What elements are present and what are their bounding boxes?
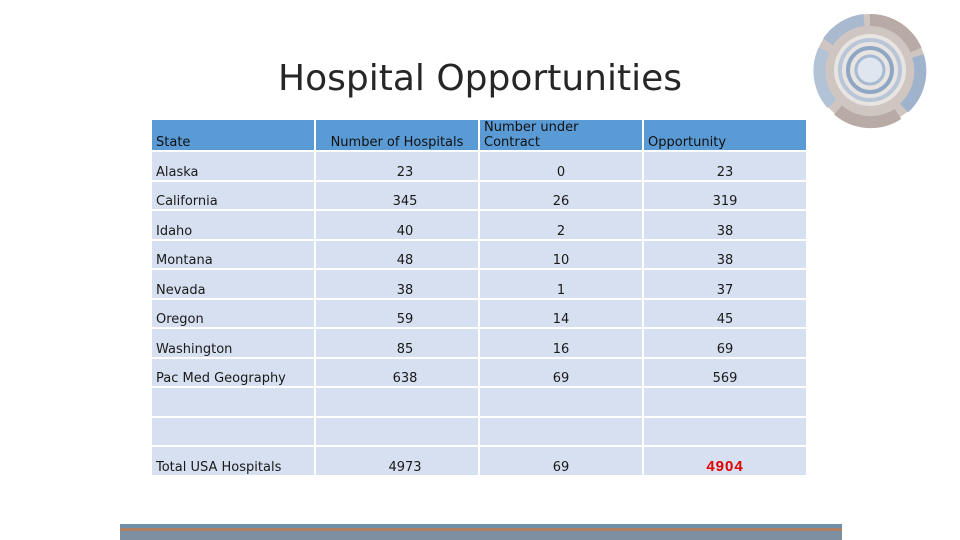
table-row	[152, 182, 806, 210]
table-row	[152, 152, 806, 180]
total-contract: 69	[480, 447, 642, 475]
cell-opportunity: 37	[644, 270, 806, 298]
cell-state: California	[152, 182, 314, 210]
cell-state: Nevada	[152, 270, 314, 298]
cell-opportunity: 45	[644, 300, 806, 328]
footer-bar	[120, 524, 842, 540]
cell-hospitals: 59	[316, 300, 478, 328]
cell-hospitals: 345	[316, 182, 478, 210]
cell-opportunity: 38	[644, 211, 806, 239]
table-row	[152, 270, 806, 298]
cell-hospitals: 38	[316, 270, 478, 298]
cell-contract: 0	[480, 152, 642, 180]
header-number-of-hospitals: Number of Hospitals	[316, 120, 478, 150]
cell-state: Montana	[152, 241, 314, 269]
cell-contract: 2	[480, 211, 642, 239]
cell-state: Pac Med Geography	[152, 359, 314, 387]
cell-contract: 16	[480, 329, 642, 357]
empty-row	[152, 418, 806, 446]
header-opportunity: Opportunity	[644, 120, 806, 150]
table-header-row	[152, 120, 806, 150]
cell-contract: 1	[480, 270, 642, 298]
table-row	[152, 329, 806, 357]
table-row	[152, 359, 806, 387]
cell-state: Alaska	[152, 152, 314, 180]
total-hospitals: 4973	[316, 447, 478, 475]
header-number-under-contract: Number under Contract	[480, 120, 642, 150]
header-state: State	[152, 120, 314, 150]
hospital-table	[150, 118, 808, 477]
cell-opportunity: 23	[644, 152, 806, 180]
cell-opportunity: 319	[644, 182, 806, 210]
slide-title: Hospital Opportunities	[278, 58, 682, 99]
cell-hospitals: 23	[316, 152, 478, 180]
empty-row	[152, 388, 806, 416]
cell-contract: 10	[480, 241, 642, 269]
table-row	[152, 211, 806, 239]
cell-hospitals: 85	[316, 329, 478, 357]
total-label: Total USA Hospitals	[152, 447, 314, 475]
cell-state: Idaho	[152, 211, 314, 239]
cell-state: Washington	[152, 329, 314, 357]
cell-contract: 26	[480, 182, 642, 210]
cell-opportunity: 69	[644, 329, 806, 357]
cell-hospitals: 638	[316, 359, 478, 387]
table-row	[152, 241, 806, 269]
cell-contract: 69	[480, 359, 642, 387]
cell-hospitals: 40	[316, 211, 478, 239]
cell-state: Oregon	[152, 300, 314, 328]
cell-opportunity: 38	[644, 241, 806, 269]
circular-arrows-logo-icon	[808, 10, 944, 146]
cell-contract: 14	[480, 300, 642, 328]
cell-opportunity: 569	[644, 359, 806, 387]
cell-hospitals: 48	[316, 241, 478, 269]
total-opportunity: 4904	[706, 457, 744, 475]
total-row	[152, 447, 806, 475]
table-row	[152, 300, 806, 328]
